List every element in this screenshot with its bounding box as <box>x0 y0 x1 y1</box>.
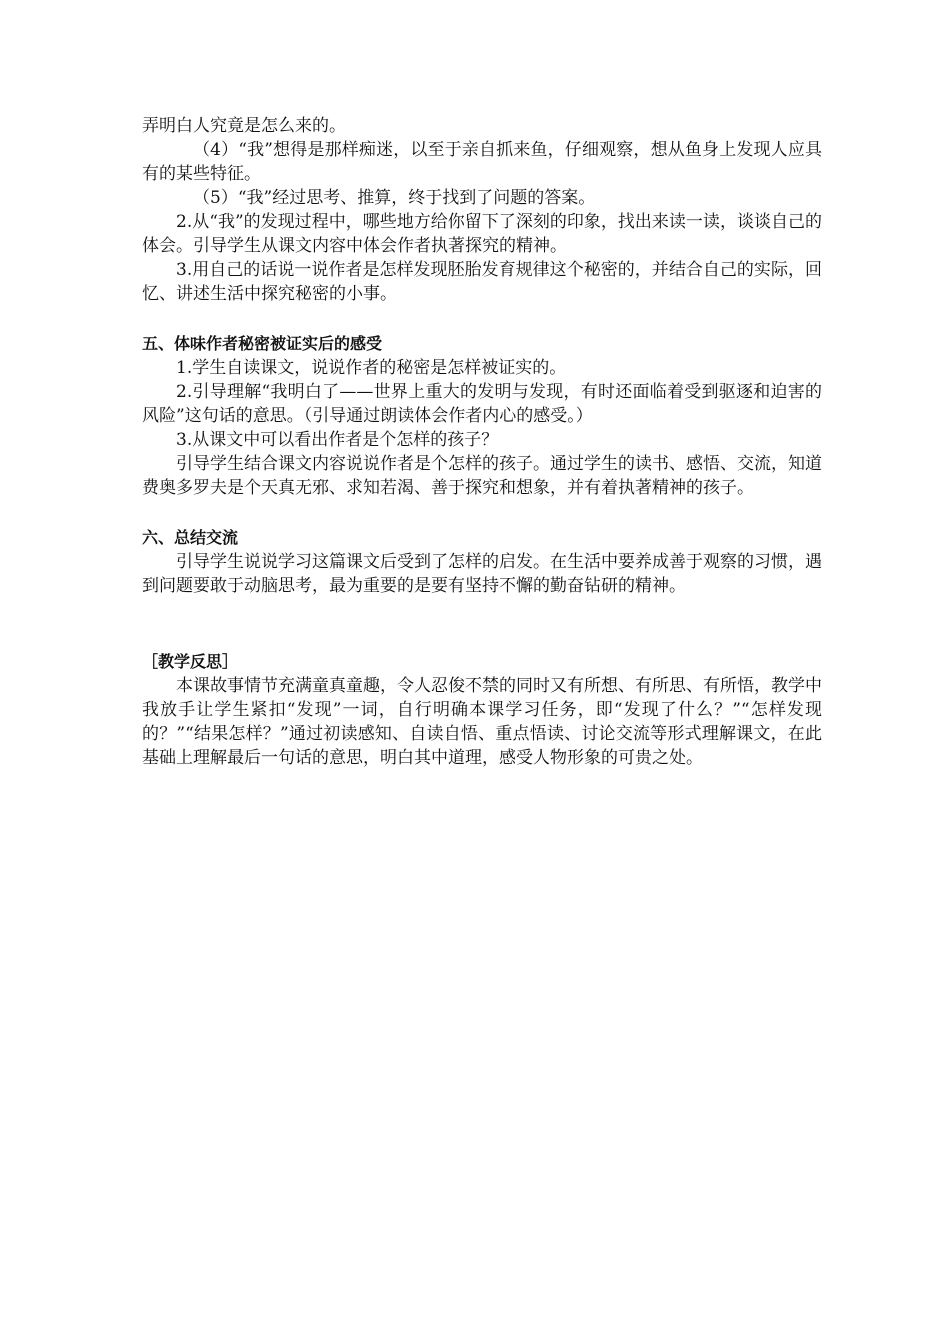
question-2: 2.从“我”的发现过程中，哪些地方给你留下了深刻的印象，找出来读一读，谈谈自己的体会。引导学生从课文内容中体会作者执著探究的精神。 <box>142 212 822 256</box>
section-six-heading: 六、总结交流 <box>142 528 239 547</box>
section-five-item-3: 3.从课文中可以看出作者是个怎样的孩子？ <box>176 430 499 450</box>
document-page <box>142 114 822 770</box>
section-five-heading: 五、体味作者秘密被证实后的感受 <box>142 334 383 353</box>
reflection-heading: ［教学反思］ <box>142 652 239 671</box>
question-3: 3.用自己的话说一说作者是怎样发现胚胎发育规律这个秘密的，并结合自己的实际，回忆、讲述生活中探究秘密的小事。 <box>142 260 822 304</box>
section-six-paragraph: 引导学生说说学习这篇课文后受到了怎样的启发。在生活中要养成善于观察的习惯，遇到问题要敢于动脑思考，最为重要的是要有坚持不懈的勤奋钻研的精神。 <box>142 552 822 596</box>
list-item-5: （5）“我”经过思考、推算，终于找到了问题的答案。 <box>193 188 596 208</box>
continuation-line: 弄明白人究竟是怎么来的。 <box>142 116 346 136</box>
section-five-item-2: 2.引导理解“我明白了——世界上重大的发明与发现，有时还面临着受到驱逐和迫害的风险”这句话的意思。（引导通过朗读体会作者内心的感受。） <box>142 382 822 426</box>
list-item-4: （4）“我”想得是那样痴迷，以至于亲自抓来鱼，仔细观察，想从鱼身上发现人应具有的某些特征。 <box>142 140 822 184</box>
reflection-paragraph: 本课故事情节充满童真童趣，令人忍俊不禁的同时又有所想、有所思、有所悟，教学中我放手让学生紧扣“发现”一词，自行明确本课学习任务，即“发现了什么？”“怎样发现的？”“结果怎样？”通过初读感知、自读自悟、重点悟读、讨论交流等形式理解课文，在此基础上理解最后一句话的意思，明白其中道理，感受人物形象的可贵之处。 <box>142 676 822 768</box>
section-five-item-1: 1.学生自读课文，说说作者的秘密是怎样被证实的。 <box>176 358 567 378</box>
section-five-paragraph: 引导学生结合课文内容说说作者是个怎样的孩子。通过学生的读书、感悟、交流，知道费奥多罗夫是个天真无邪、求知若渴、善于探究和想象，并有着执著精神的孩子。 <box>142 454 822 498</box>
